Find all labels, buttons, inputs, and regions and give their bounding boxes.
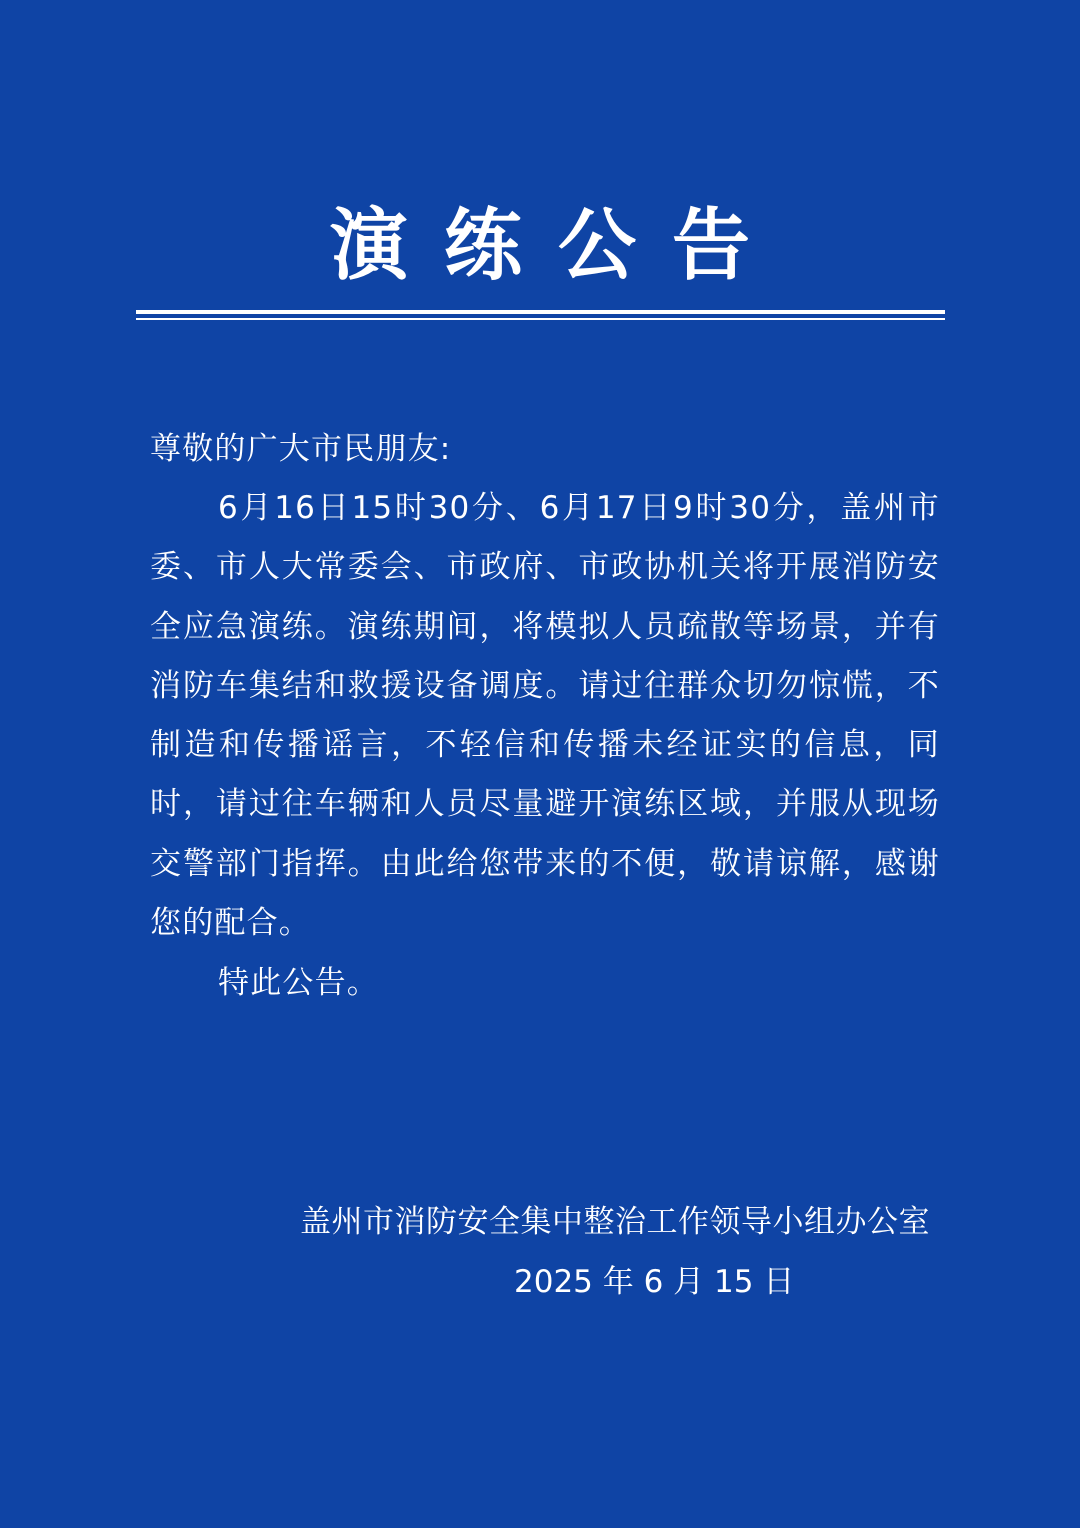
greeting: 尊敬的广大市民朋友: bbox=[150, 431, 452, 467]
issue-date: 2025 年 6 月 15 日 bbox=[514, 1264, 795, 1300]
issuing-organization: 盖州市消防安全集中整治工作领导小组办公室 bbox=[300, 1204, 930, 1240]
title-divider-thin bbox=[136, 318, 945, 320]
notice-body: 6月16日15时30分、6月17日9时30分，盖州市委、市人大常委会、市政府、市政协机关将开展消防安全应急演练。演练期间，将模拟人员疏散等场景，并有消防车集结和救援设备调度。请过往群众切勿惊慌，不制造和传播谣言，不轻信和传播未经证实的信息，同时，请过往车辆和人员尽量避开演练区域，并服从现场交警部门指挥。由此给您带来的不便，敬请谅解，感谢您的配合。 bbox=[150, 490, 940, 942]
notice-title: 演练公告 bbox=[329, 201, 786, 291]
title-divider-thick bbox=[136, 310, 945, 314]
closing-line: 特此公告。 bbox=[218, 965, 379, 1001]
